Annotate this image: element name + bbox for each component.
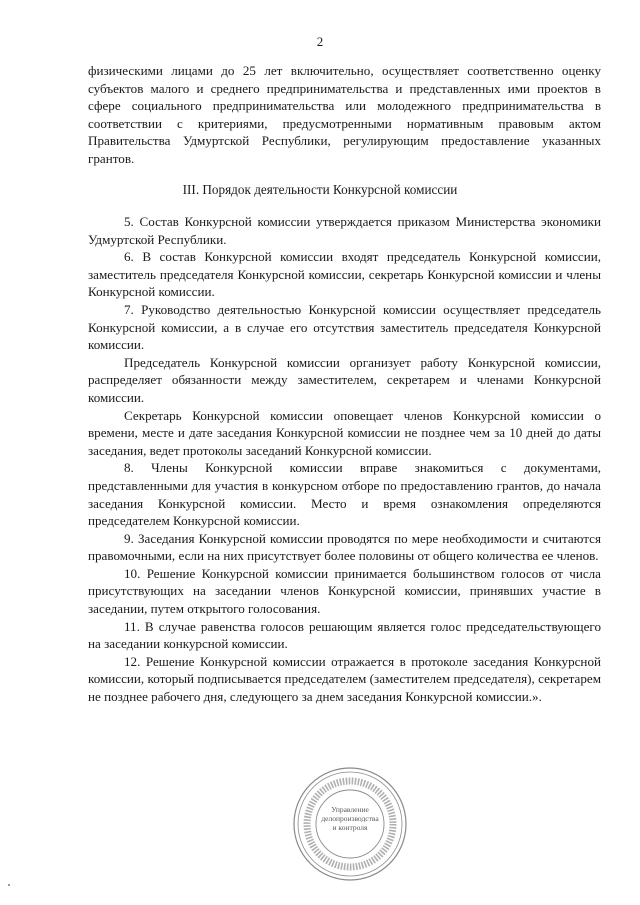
- intro-paragraph: физическими лицами до 25 лет включительно, осуществляет соответственно оценку субъектов малого и среднего предпринимательства и представленных ими проектов в сфере социального предпринимательства или молодежного предпринимательства в соответствии с критериями, предусмотренными нормативным правовым актом Правительства Удмуртской Республики, регулирующим предоставление указанных грантов.: [88, 63, 601, 166]
- stamp-line: делопроизводства: [321, 814, 379, 823]
- section-heading: III. Порядок деятельности Конкурсной комиссии: [182, 182, 458, 197]
- paragraph-8: 8. Члены Конкурсной комиссии вправе знакомиться с документами, представленными для участия в конкурсном отборе по предоставлению грантов, до начала заседания Конкурсной комиссии. Место и время ознакомления определяются председателем Конкурсной комиссии.: [88, 460, 601, 529]
- paragraph-12: 12. Решение Конкурсной комиссии отражается в протоколе заседания Конкурсной комиссии, который подписывается председателем (заместителем председателя), секретарем не позднее рабочего дня, следующего за днем заседания Конкурсной комиссии.».: [88, 653, 601, 705]
- paragraph-9: 9. Заседания Конкурсной комиссии проводятся по мере необходимости и считаются правомочными, если на них присутствует более половины от общего количества ее членов.: [88, 530, 601, 564]
- scan-artifact: [8, 884, 10, 886]
- stamp-center-text: [291, 805, 409, 832]
- paragraph-11: 11. В случае равенства голосов решающим является голос председательствующего на заседании конкурсной комиссии.: [88, 618, 601, 652]
- official-stamp: [291, 765, 409, 883]
- paragraph-5: 5. Состав Конкурсной комиссии утверждается приказом Министерства экономики Удмуртской Республики.: [88, 214, 601, 247]
- paragraph-chair-duties: Председатель Конкурсной комиссии организует работу Конкурсной комиссии, распределяет обязанности между заместителем, секретарем и членами Конкурсной комиссии.: [88, 354, 601, 405]
- paragraph-6: 6. В состав Конкурсной комиссии входят председатель Конкурсной комиссии, заместитель председателя Конкурсной комиссии, секретарь Конкурсной комиссии и члены Конкурсной комиссии.: [88, 249, 601, 300]
- page-number: 2: [316, 34, 324, 49]
- stamp-line: и контроля: [332, 823, 368, 832]
- paragraph-secretary-duties: Секретарь Конкурсной комиссии оповещает членов Конкурсной комиссии о времени, месте и дате заседания Конкурсной комиссии не позднее чем за 10 дней до даты заседания, ведет протоколы заседаний Конкурсной комиссии.: [88, 407, 601, 458]
- intro-paragraph-block: [88, 62, 601, 168]
- paragraph-10: 10. Решение Конкурсной комиссии принимается большинством голосов от числа присутствующих на заседании членов Конкурсной комиссии, принявших участие в заседании, путем открытого голосования.: [88, 565, 601, 617]
- paragraph-7: 7. Руководство деятельностью Конкурсной комиссии осуществляет председатель Конкурсной комиссии, а в случае его отсутствия заместитель председателя Конкурсной комиссии.: [88, 301, 601, 353]
- stamp-line: Управление: [331, 805, 369, 814]
- section-body: [88, 213, 601, 706]
